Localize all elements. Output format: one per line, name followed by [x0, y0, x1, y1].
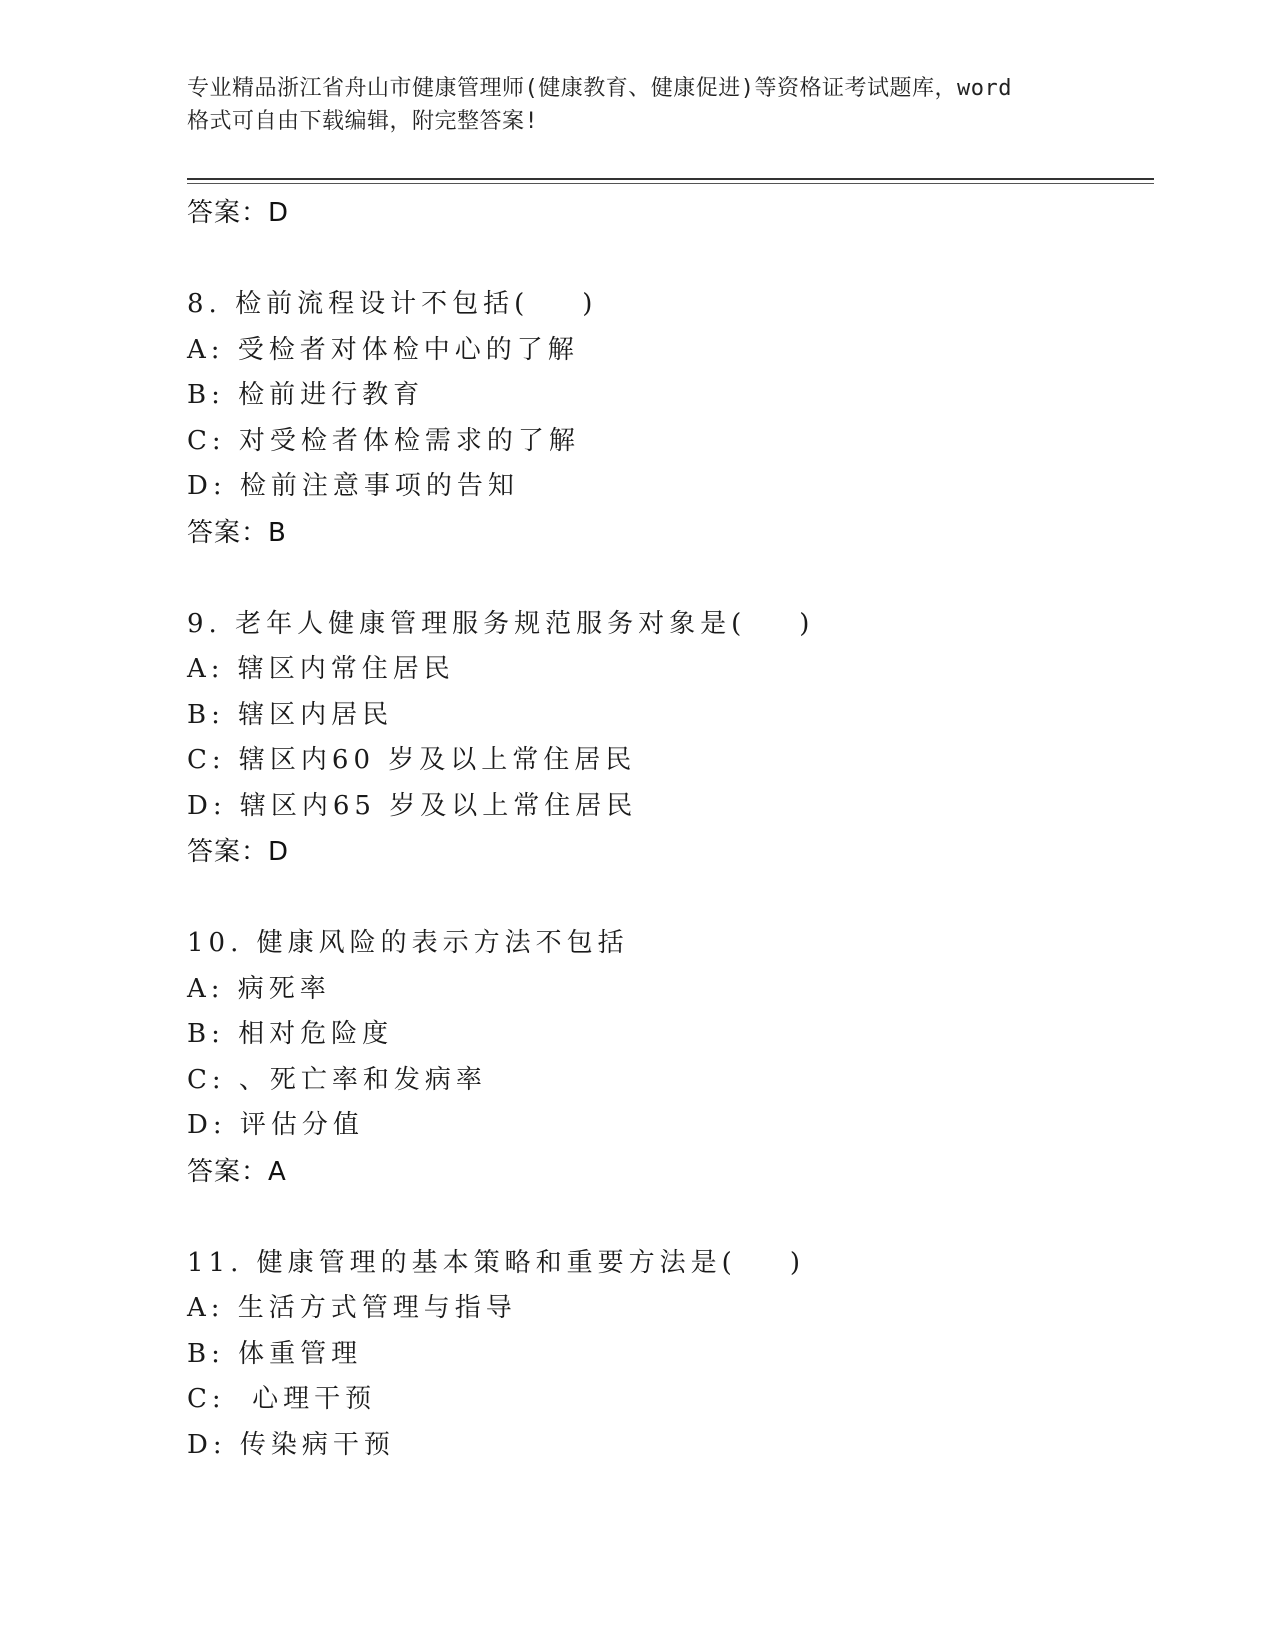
option-c: C: 、死亡率和发病率 [187, 1064, 487, 1095]
question-text: 11. 健康管理的基本策略和重要方法是( ) [187, 1247, 805, 1278]
option-c: C: 心理干预 [187, 1384, 377, 1414]
page-header [187, 72, 1107, 138]
answer-line: 答案：D [187, 198, 290, 228]
header-line-2: 格式可自由下载编辑，附完整答案! [187, 109, 539, 134]
answer-line: 答案：A [187, 1156, 287, 1187]
question-text: 9. 老年人健康管理服务规范服务对象是( ) [187, 608, 815, 639]
header-line-1: 专业精品浙江省舟山市健康管理师(健康教育、健康促进)等资格证考试题库，word [187, 76, 1012, 101]
option-a: A: 受检者对体检中心的了解 [187, 334, 579, 365]
question-list [187, 190, 1147, 1468]
option-d: D: 评估分值 [187, 1110, 364, 1140]
option-a: A: 辖区内常住居民 [187, 654, 455, 684]
option-c: C: 辖区内60 岁及以上常住居民 [187, 745, 637, 775]
option-b: B: 检前进行教育 [187, 380, 425, 410]
answer-line: 答案：B [187, 517, 287, 548]
question-block-10 [187, 921, 1147, 1195]
question-block-11 [187, 1241, 1147, 1469]
option-b: B: 体重管理 [187, 1338, 363, 1369]
option-d: D: 辖区内65 岁及以上常住居民 [187, 790, 638, 821]
question-block-9 [187, 602, 1147, 876]
option-a: A: 生活方式管理与指导 [187, 1293, 517, 1323]
option-c: C: 对受检者体检需求的了解 [187, 425, 580, 456]
question-text: 8. 检前流程设计不包括( ) [187, 289, 598, 319]
option-b: B: 相对危险度 [187, 1019, 394, 1049]
option-a: A: 病死率 [187, 973, 331, 1004]
option-d: D: 检前注意事项的告知 [187, 471, 519, 501]
option-b: B: 辖区内居民 [187, 699, 394, 730]
header-rule [187, 178, 1154, 180]
answer-line: 答案：D [187, 837, 290, 867]
question-text: 10. 健康风险的表示方法不包括 [187, 928, 629, 958]
question-block-8 [187, 282, 1147, 556]
option-d: D: 传染病干预 [187, 1429, 395, 1460]
header-rule-thin [187, 183, 1154, 184]
